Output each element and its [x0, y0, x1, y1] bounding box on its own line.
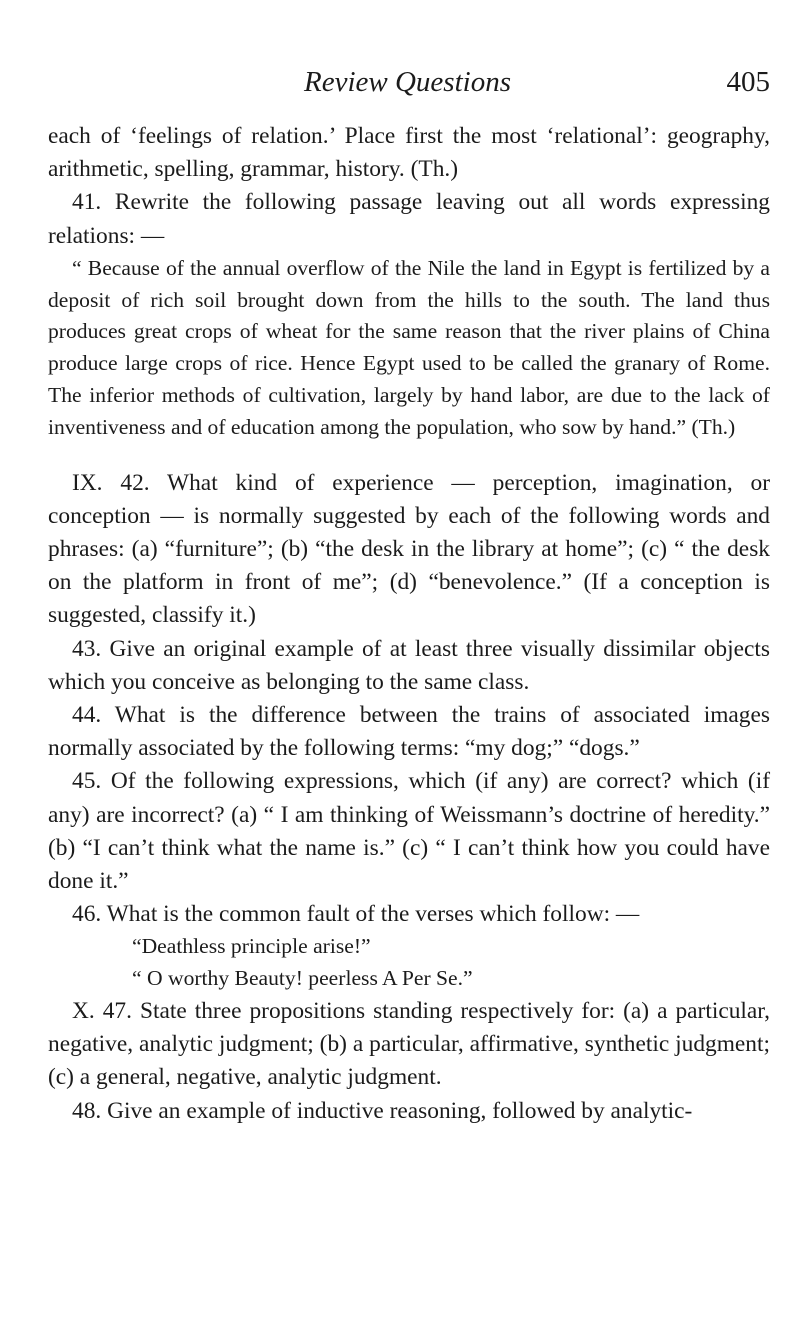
quoted-passage: “ Because of the annual overflow of the Nile the land in Egypt is fertilized by a deposit of rich soil brought down from the hills to the south. The land thus produces great crops of wheat for the same reason that the river plains of China produce large crops of rice. Hence Egypt used to be called the granary of Rome. The inferior methods of cultivation, largely by hand labor, are due to the lack of inventiveness and of education among the population, who sow by hand.” (Th.) [48, 255, 770, 439]
paragraph-continued: each of ‘feelings of relation.’ Place first the most ‘relational’: geography, arithmetic, spelling, grammar, history. (Th.) [48, 123, 770, 183]
verse-line-1: “Deathless principle arise!” [132, 934, 371, 959]
section-gap [48, 444, 770, 467]
running-title: Review Questions [304, 66, 511, 98]
question-47: X. 47. State three propositions standing respectively for: (a) a particular, negative, analytic judgment; (b) a particular, affirmative, synthetic judgment; (c) a general, negative, analytic judgment. [48, 998, 770, 1091]
question-44: 44. What is the difference between the trains of associated images normally associated by the following terms: “my dog;” “dogs.” [48, 702, 770, 762]
question-46: 46. What is the common fault of the verses which follow: — [72, 901, 640, 928]
question-42: IX. 42. What kind of experience — perception, imagination, or conception — is normally suggested by each of the following words and phrases: (a) “furniture”; (b) “the desk in the library at home”; (c) “ the desk on the platform in front of me”; (d) “benevolence.” (If a conception is suggested, classify it.) [48, 469, 770, 629]
question-41: 41. Rewrite the following passage leaving out all words expressing relations: — [48, 189, 770, 249]
question-48: 48. Give an example of inductive reasoning, followed by analytic- [72, 1097, 693, 1124]
page-body [48, 120, 770, 1128]
page-header [45, 66, 770, 106]
question-45: 45. Of the following expressions, which (if any) are correct? which (if any) are incorrect? (a) “ I am thinking of Weissmann’s doctrine of heredity.” (b) “I can’t think what the name is.” (c) “ I can’t think how you could have done it.” [48, 768, 770, 895]
page-number: 405 [726, 66, 770, 98]
verse-line-2: “ O worthy Beauty! peerless A Per Se.” [132, 966, 473, 991]
question-43: 43. Give an original example of at least three visually dissimilar objects which you conceive as belonging to the same class. [48, 635, 770, 695]
